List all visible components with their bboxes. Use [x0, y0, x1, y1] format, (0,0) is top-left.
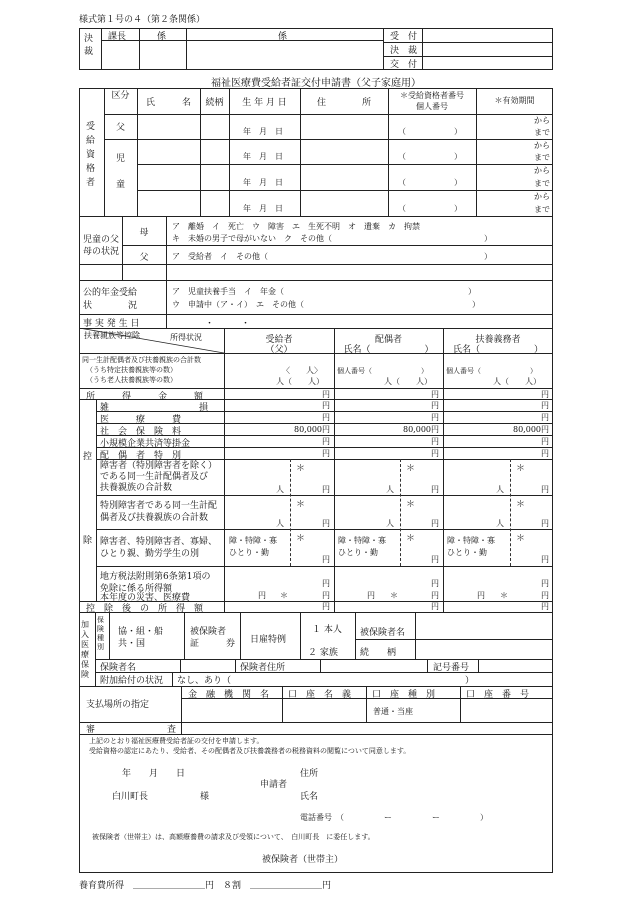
yen: 円 [541, 437, 549, 446]
dependents-total: 同一生計配偶者及び扶養親族の合計数 [82, 356, 201, 364]
kofu-label: 交 付 [390, 60, 418, 70]
header-diagonal [79, 328, 224, 353]
disaster-label: 本年度の災害、医療費 [100, 593, 191, 603]
father-label: 父 [139, 253, 149, 263]
yen: 円 [541, 591, 549, 600]
period-to: まで [534, 153, 550, 162]
self-option[interactable]: １ 本人 [312, 625, 342, 635]
parent-status-label: 児童の父母の状況 [83, 235, 120, 257]
additional-benefit-label: 附加給付の状況 [100, 676, 164, 686]
address-header: 住 所 [316, 98, 371, 108]
yen: 円 [431, 591, 439, 600]
widow-label: 障害者、特別障害者、寡婦、 ひとり親、勤労学生の別 [100, 537, 218, 559]
dependents-count[interactable]: 人（ 人） [276, 377, 324, 386]
pension-options-2[interactable]: ウ 申請中（ア・イ） エ その他（ ） [172, 300, 480, 309]
yen: 円 [541, 401, 549, 410]
insured-card-label: 被保険者 証 券 [190, 627, 236, 649]
yen: 円 [431, 485, 439, 494]
relation-label: 続 柄 [360, 648, 397, 658]
applicant-label: 申請者 [260, 780, 288, 790]
asterisk: ＊ [296, 534, 306, 544]
id-field-child-1[interactable]: （ ） [398, 152, 462, 161]
yen: 円 [322, 579, 330, 588]
statement-1: 上記のとおり福祉医療費受給者証の交付を申請します。 [89, 737, 264, 745]
yen: 円 [431, 401, 439, 410]
form-number: 様式第１号の４（第２条関係） [79, 15, 206, 25]
yen: 円 [258, 591, 266, 600]
insurance-type-select[interactable]: 協・組・船 共・国 [118, 627, 164, 649]
kubun-header: 区分 [111, 91, 130, 101]
disabled-label: 障害者（特別障害者を除く） である同一生計配偶者及び 扶養親族の合計数 [100, 461, 218, 493]
person-unit: 人 [386, 485, 394, 494]
event-date-label: 事 実 発 生 日 [83, 319, 140, 329]
yen: 円 [322, 555, 330, 564]
yen: 円 [541, 519, 549, 528]
yen: 円 [322, 401, 330, 410]
asterisk: ＊ [296, 464, 306, 474]
sign-date[interactable]: 年 月 日 [122, 769, 186, 779]
kessai-label: 決 裁 [84, 34, 94, 57]
asterisk: ＊ [406, 534, 416, 544]
asterisk: ＊ [296, 500, 306, 510]
yen: 円 [322, 485, 330, 494]
birth-date-child-1[interactable]: 年 月 日 [243, 152, 283, 161]
family-option[interactable]: ２ 家族 [308, 648, 338, 658]
mother-options-2[interactable]: キ 未婚の男子で母がいない ク その他（ ） [172, 234, 492, 243]
yen: 円 [322, 413, 330, 422]
insurance-label: 社 会 保 険 料 [100, 427, 182, 437]
payment-label: 支払場所の指定 [86, 700, 150, 710]
yen: 円 [431, 555, 439, 564]
yen: 円 [322, 437, 330, 446]
yen: 円 [541, 413, 549, 422]
after-deduction-label: 控 除 後 の 所 得 額 [86, 604, 204, 614]
footer-support-income: 養育費所得 ＿＿＿＿＿＿＿＿円 ８割 ＿＿＿＿＿＿＿＿円 [79, 881, 332, 891]
asterisk: ＊ [516, 500, 526, 510]
insurance-type-label: 保険種別 [97, 616, 104, 651]
event-date-value[interactable]: ・ ・ [205, 319, 251, 329]
kakari-label-2: 係 [278, 32, 288, 42]
page-title: 福祉医療費受給者証交付申請書（父子家庭用） [211, 78, 421, 89]
account-type-select[interactable]: 普通・当座 [373, 707, 413, 716]
person-unit: 人 [276, 519, 284, 528]
yen: 円 [322, 591, 330, 600]
yen: 円 [541, 602, 549, 611]
asterisk: ＊ [406, 464, 416, 474]
income-amount-label: 所 得 金 額 [86, 392, 204, 402]
period-header: ＊有効期間 [494, 96, 535, 105]
yen: 円 [431, 437, 439, 446]
yen: 円 [367, 591, 375, 600]
yen: 円 [477, 591, 485, 600]
pension-options-1[interactable]: ア 児童扶養手当 イ 年金（ ） [172, 287, 476, 296]
approval-box [79, 28, 553, 70]
asterisk: ＊ [516, 534, 526, 544]
insurance-recipient-value[interactable]: 80,000円 [294, 425, 330, 434]
obligor-col: 扶養義務者 [475, 335, 521, 345]
insurer-address-label: 保険者住所 [240, 663, 286, 673]
spouse-name[interactable]: 氏名（ ） [343, 345, 434, 355]
insurance-label: 加入医療保険 [81, 620, 89, 679]
deduction-label: 控 除 [83, 452, 93, 546]
yen: 円 [541, 579, 549, 588]
uketsuke-label: 受 付 [390, 32, 418, 42]
yen: 円 [431, 413, 439, 422]
person-unit: 人 [276, 485, 284, 494]
dependents-elderly: （うち老人扶養親族等の数） [86, 376, 177, 384]
insured-name-label: 被保険者名 [360, 628, 406, 638]
mother-label: 母 [139, 228, 149, 238]
asterisk: ＊ [516, 464, 526, 474]
deduction-header: 扶養親族等控除 [84, 331, 140, 340]
yen: 円 [541, 485, 549, 494]
asterisk: ＊ [406, 500, 416, 510]
id-field-child-2[interactable]: （ ） [398, 178, 462, 187]
period-from: から [534, 141, 550, 150]
asterisk: ＊ [390, 591, 398, 600]
zokugara-header: 続柄 [205, 98, 224, 108]
insured-head-label: 被保険者（世帯主） [262, 855, 344, 865]
recipient-father: （父） [265, 345, 293, 355]
spouse-col: 配偶者 [374, 335, 402, 345]
phone-field[interactable]: 電話番号 （ ー ー ） [300, 813, 488, 822]
period-to: まで [534, 205, 550, 214]
spouse-dependents[interactable]: 人（ 人） [384, 377, 432, 386]
address-label: 住所 [300, 769, 319, 779]
period-to: まで [534, 179, 550, 188]
haigusha-label: 配 偶 者 特 別 [100, 451, 182, 461]
honorific: 様 [200, 792, 210, 802]
recipient-col: 受給者 [265, 335, 293, 345]
statement-2: 受給資格の認定にあたり、受給者、その配偶者及び扶養義務者の税務資料の閲覧について同意します。 [89, 747, 411, 755]
yen: 円 [322, 449, 330, 458]
account-type-header: 口 座 種 別 [372, 690, 436, 700]
kessai-row-label: 決 裁 [390, 46, 418, 56]
zatsuson-label: 雑 損 [100, 403, 209, 413]
id-field-child-3[interactable]: （ ） [398, 204, 462, 213]
symbol-number-label: 記号番号 [433, 663, 470, 673]
yen: 円 [431, 602, 439, 611]
kyosai-label: 小規模企業共済等掛金 [100, 439, 191, 449]
obligor-id[interactable]: 個人番号（ ） [446, 367, 537, 375]
child-row-label: 児 童 [115, 154, 125, 190]
additional-benefit-value[interactable]: なし、あり（ ） [177, 676, 475, 686]
local-tax-label: 地方税法附則第6条第1項の 免除に係る所得額 [100, 572, 211, 594]
yen: 円 [322, 390, 330, 399]
yen: 円 [431, 519, 439, 528]
period-from: から [534, 116, 550, 125]
kacho-label: 課長 [108, 32, 127, 42]
account-holder-header: 口 座 名 義 [288, 690, 352, 700]
bank-name-header: 金 融 機 関 名 [188, 690, 270, 700]
insurance-obligor-value[interactable]: 80,000円 [513, 425, 549, 434]
income-status-header: 所得状況 [170, 333, 202, 342]
birth-date-child-3[interactable]: 年 月 日 [243, 204, 283, 213]
dependents-specific: （うち特定扶養親族等の数） [86, 366, 177, 374]
person-unit: 人 [496, 519, 504, 528]
yen: 円 [322, 602, 330, 611]
day-laborer-label: 日雇特例 [250, 635, 287, 645]
yen: 円 [431, 579, 439, 588]
name-header: 氏 名 [145, 98, 191, 108]
yen: 円 [431, 449, 439, 458]
person-unit: 人 [386, 519, 394, 528]
dependents-count-bracket[interactable]: 〈 人〉 [282, 366, 322, 375]
mayor-label: 白川町長 [112, 792, 149, 802]
asterisk: ＊ [280, 591, 288, 600]
account-number-header: 口 座 番 号 [466, 690, 530, 700]
medical-label: 医 療 費 [100, 415, 182, 425]
review-label: 審 査 [86, 725, 177, 735]
yen: 円 [541, 555, 549, 564]
obligor-name[interactable]: 氏名（ ） [452, 345, 543, 355]
yen: 円 [322, 519, 330, 528]
pension-label: 公的年金受給 [83, 288, 138, 298]
widow-select-spouse[interactable]: 障・特障・寡 ひとり・勤 [338, 536, 386, 557]
birth-date-child-2[interactable]: 年 月 日 [243, 178, 283, 187]
birth-date-father[interactable]: 年 月 日 [243, 127, 283, 136]
period-from: から [534, 192, 550, 201]
yen: 円 [541, 449, 549, 458]
number-header: ＊受給資格者番号 個人番号 [400, 91, 464, 111]
recipient-label: 受給資格者 [86, 122, 96, 188]
period-from: から [534, 166, 550, 175]
yen: 円 [431, 390, 439, 399]
period-to: まで [534, 128, 550, 137]
name-label: 氏名 [300, 792, 319, 802]
special-disabled-label: 特別障害者である同一生計配 偶者及び扶養親族の合計数 [100, 501, 218, 523]
insurance-spouse-value[interactable]: 80,000円 [403, 425, 439, 434]
widow-select-obligor[interactable]: 障・特障・寡 ひとり・勤 [447, 536, 495, 557]
kakari-label-1: 係 [157, 32, 167, 42]
father-row-label: 父 [115, 123, 125, 133]
birth-header: 生 年 月 日 [242, 98, 287, 108]
obligor-dependents[interactable]: 人（ 人） [493, 377, 541, 386]
delegation-statement: 被保険者（世帯主）は、高額療養費の請求及び受領について、 白川町長 に委任します。 [92, 833, 375, 841]
spouse-id[interactable]: 個人番号（ ） [337, 367, 428, 375]
insurer-name-label: 保険者名 [100, 663, 137, 673]
pension-label-2: 状 況 [83, 301, 138, 311]
widow-select-recipient[interactable]: 障・特障・寡 ひとり・勤 [229, 536, 277, 557]
mother-options-1[interactable]: ア 離婚 イ 死亡 ウ 障害 エ 生死不明 オ 遺棄 カ 拘禁 [172, 222, 420, 231]
yen: 円 [541, 390, 549, 399]
asterisk: ＊ [500, 591, 508, 600]
person-unit: 人 [496, 485, 504, 494]
id-field-father[interactable]: （ ） [398, 127, 462, 136]
father-options[interactable]: ア 受給者 イ その他（ ） [172, 252, 492, 261]
